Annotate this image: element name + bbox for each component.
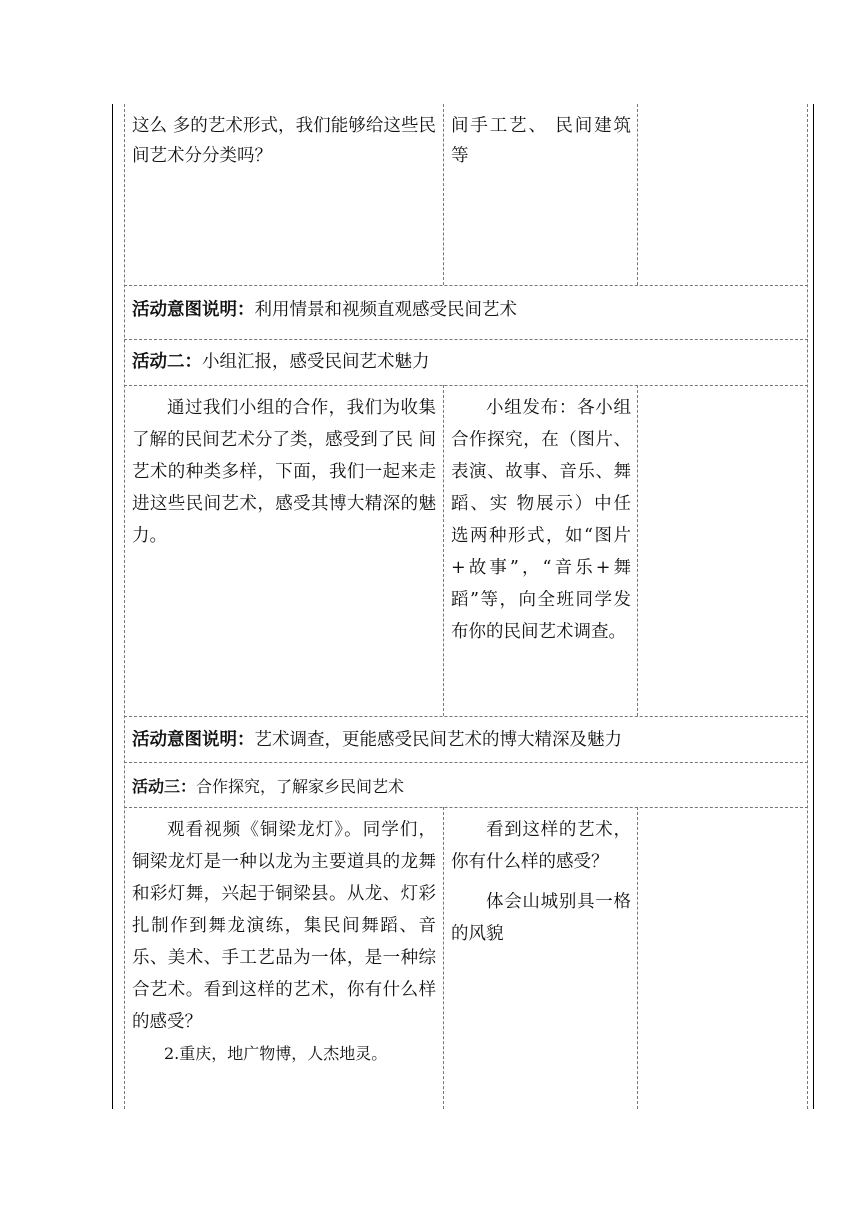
col-divider-2 — [637, 104, 638, 285]
row-divider — [124, 385, 808, 386]
intent-text: 艺术调查，更能感受民间艺术的博大精深及魅力 — [254, 730, 622, 750]
row-divider — [124, 716, 808, 717]
row3-teacher-paragraph-2: 2.重庆，地广物博，人杰地灵。 — [164, 1044, 388, 1063]
table-inner-right — [807, 104, 808, 1109]
row3-student-paragraph: 看到这样的艺术，你有什么样的感受？ — [451, 820, 631, 872]
row3-teacher-paragraph: 观看视频《铜梁龙灯》。同学们，铜梁龙灯是一种以龙为主要道具的龙舞和彩灯舞，兴起于铜梁县。从龙、灯彩扎制作到舞龙演练，集民间舞蹈、音 乐、美术、手工艺品为一体，是一种综合艺术。看到这样的艺术，你有什么样的感受？ — [132, 820, 436, 1032]
row3-student-paragraph-2: 体会山城别具一格的风貌 — [451, 892, 631, 944]
row2-teacher-text: 通过我们小组的合作，我们为收集了解的民间艺术分了类，感受到了民 间艺术的种类多样，下面，我们一起来走进这些民间艺术，感受其博大精深的魅力。 — [132, 398, 436, 546]
col-divider-2 — [637, 807, 638, 1109]
row-divider — [124, 285, 808, 286]
intent-note-1 — [132, 295, 802, 325]
activity-label: 活动三： — [132, 777, 197, 796]
table-inner-left — [124, 104, 125, 1109]
col-divider-2 — [637, 385, 638, 716]
intent-label: 活动意图说明： — [132, 730, 255, 750]
col-divider-1 — [443, 807, 444, 1109]
lesson-plan-table — [112, 104, 813, 1109]
table-border-right — [813, 104, 814, 1109]
col-divider-1 — [443, 104, 444, 285]
row1-teacher-text: 这么 多的艺术形式，我们能够给这些民间艺术分分类吗？ — [132, 116, 436, 166]
activity-title: 小组汇报，感受民间艺术魅力 — [202, 352, 430, 372]
intent-label: 活动意图说明： — [132, 300, 255, 320]
activity-3-heading — [132, 774, 802, 800]
table-border-left — [112, 104, 113, 1109]
activity-2-heading — [132, 347, 802, 377]
row-divider — [124, 762, 808, 763]
row2-student-text: 小组发布：各小组合作探究，在（图片、表演、故事、音乐、舞蹈、实 物展示）中任选两种形式，如“图片+故事”，“音乐+舞蹈”等，向全班同学发布你的民间艺术调查。 — [451, 398, 631, 642]
intent-note-2 — [132, 725, 802, 755]
row-divider — [124, 339, 808, 340]
row1-student-text: 间手工艺、 民间建筑等 — [451, 116, 631, 166]
intent-text: 利用情景和视频直观感受民间艺术 — [254, 300, 517, 320]
activity-label: 活动二： — [132, 352, 202, 372]
row3-teacher-cell — [132, 814, 436, 1069]
row-divider — [124, 807, 808, 808]
row3-student-cell — [451, 814, 631, 950]
activity-title: 合作探究，了解家乡民间艺术 — [196, 777, 405, 796]
col-divider-1 — [443, 385, 444, 716]
